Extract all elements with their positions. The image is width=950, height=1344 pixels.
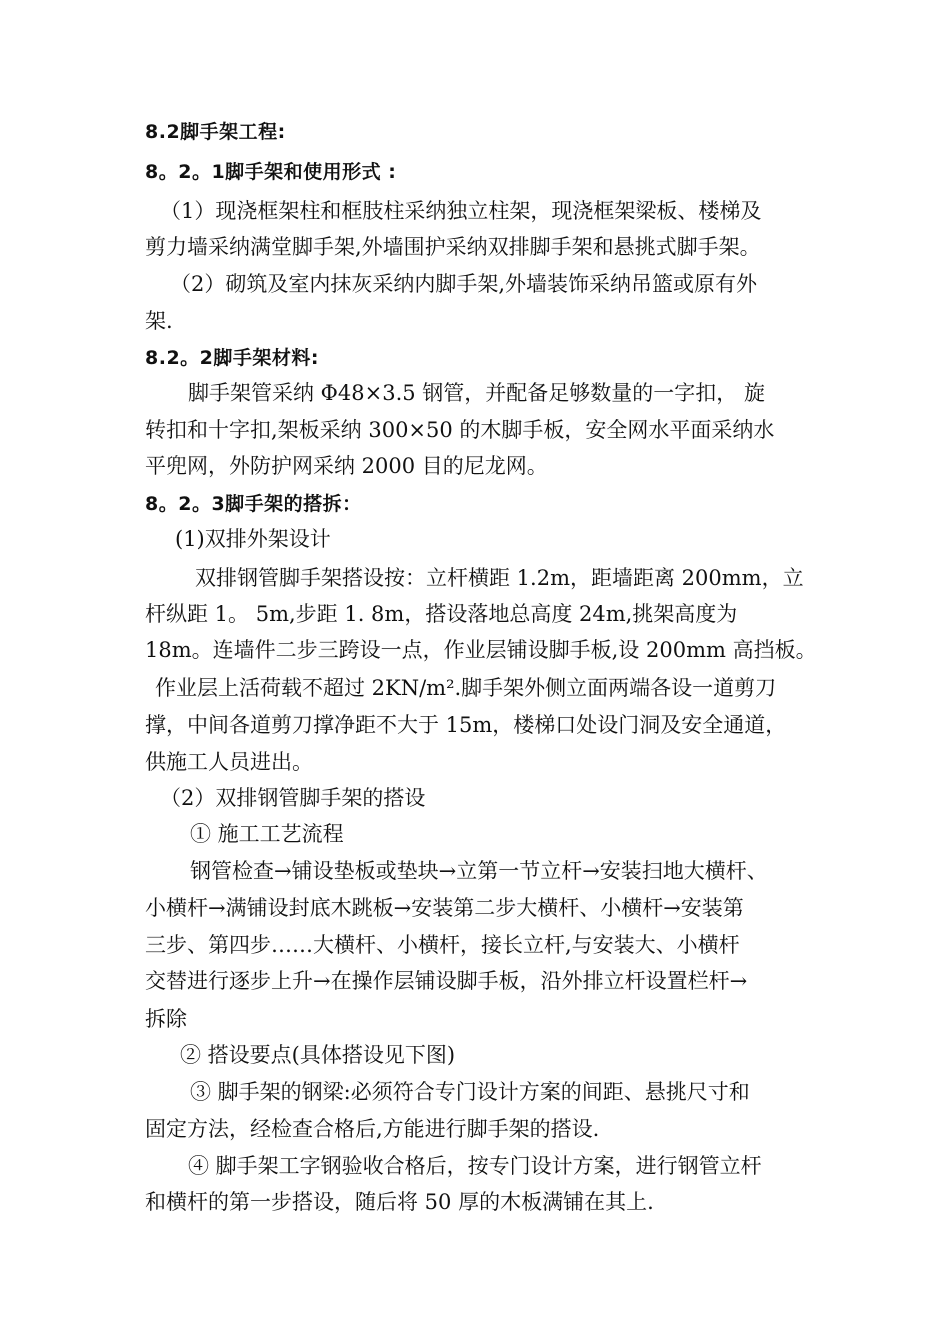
paragraph-line: 供施工人员进出。 [145,750,313,774]
paragraph-line: （2）砌筑及室内抹灰采纳内脚手架,外墙装饰采纳吊篮或原有外 [170,272,758,296]
paragraph-line: 杆纵距 1。 5m,步距 1. 8m，搭设落地总高度 24m,挑架高度为 [145,602,738,626]
list-item: ② 搭设要点(具体搭设见下图) [180,1043,456,1067]
paragraph-line: 剪力墙采纳满堂脚手架,外墙围护采纳双排脚手架和悬挑式脚手架。 [145,235,761,259]
paragraph-line: 固定方法，经检查合格后,方能进行脚手架的搭设. [145,1117,600,1141]
list-item: ④ 脚手架工字钢验收合格后，按专门设计方案，进行钢管立杆 [188,1154,762,1178]
paragraph-line: 作业层上活荷载不超过 2KN/m².脚手架外侧立面两端各设一道剪刀 [155,676,777,700]
list-item: ③ 脚手架的钢梁:必须符合专门设计方案的间距、悬挑尺寸和 [190,1080,750,1104]
section-heading-8-2-1: 8。2。1脚手架和使用形式 : [145,161,397,183]
paragraph-line: 架. [145,309,173,333]
paragraph-line: 转扣和十字扣,架板采纳 300×50 的木脚手板，安全网水平面采纳水 [145,418,775,442]
paragraph-line: 双排钢管脚手架搭设按：立杆横距 1.2m，距墙距离 200mm，立 [195,566,804,590]
section-heading-8-2: 8.2脚手架工程: [145,121,286,143]
paragraph-line: 和横杆的第一步搭设，随后将 50 厚的木板满铺在其上. [145,1190,654,1214]
paragraph-line: 撑，中间各道剪刀撑净距不大于 15m，楼梯口处设门洞及安全通道， [145,713,787,737]
paragraph-line: 拆除 [145,1007,187,1031]
paragraph-line: 小横杆→满铺设封底木跳板→安装第二步大横杆、小横杆→安装第 [145,896,744,920]
section-heading-8-2-3: 8。2。3脚手架的搭拆： [145,493,362,515]
subsection-title: （2）双排钢管脚手架的搭设 [160,786,426,810]
paragraph-line: 三步、第四步……大横杆、小横杆，接长立杆,与安装大、小横杆 [145,933,740,957]
paragraph-line: 18m。连墙件二步三跨设一点，作业层铺设脚手板,设 200mm 高挡板。 [145,638,817,662]
paragraph-line: 交替进行逐步上升→在操作层铺设脚手板，沿外排立杆设置栏杆→ [145,969,748,993]
paragraph-line: （1）现浇框架柱和框肢柱采纳独立柱架，现浇框架梁板、楼梯及 [160,199,762,223]
paragraph-line: 脚手架管采纳 Φ48×3.5 钢管，并配备足够数量的一字扣， 旋 [188,381,765,405]
paragraph-line: 钢管检查→铺设垫板或垫块→立第一节立杆→安装扫地大横杆、 [190,859,768,883]
list-item-title: ① 施工工艺流程 [190,822,344,846]
section-heading-8-2-2: 8.2。2脚手架材料: [145,347,319,369]
subsection-title: (1)双排外架设计 [175,527,331,551]
paragraph-line: 平兜网，外防护网采纳 2000 目的尼龙网。 [145,454,548,478]
